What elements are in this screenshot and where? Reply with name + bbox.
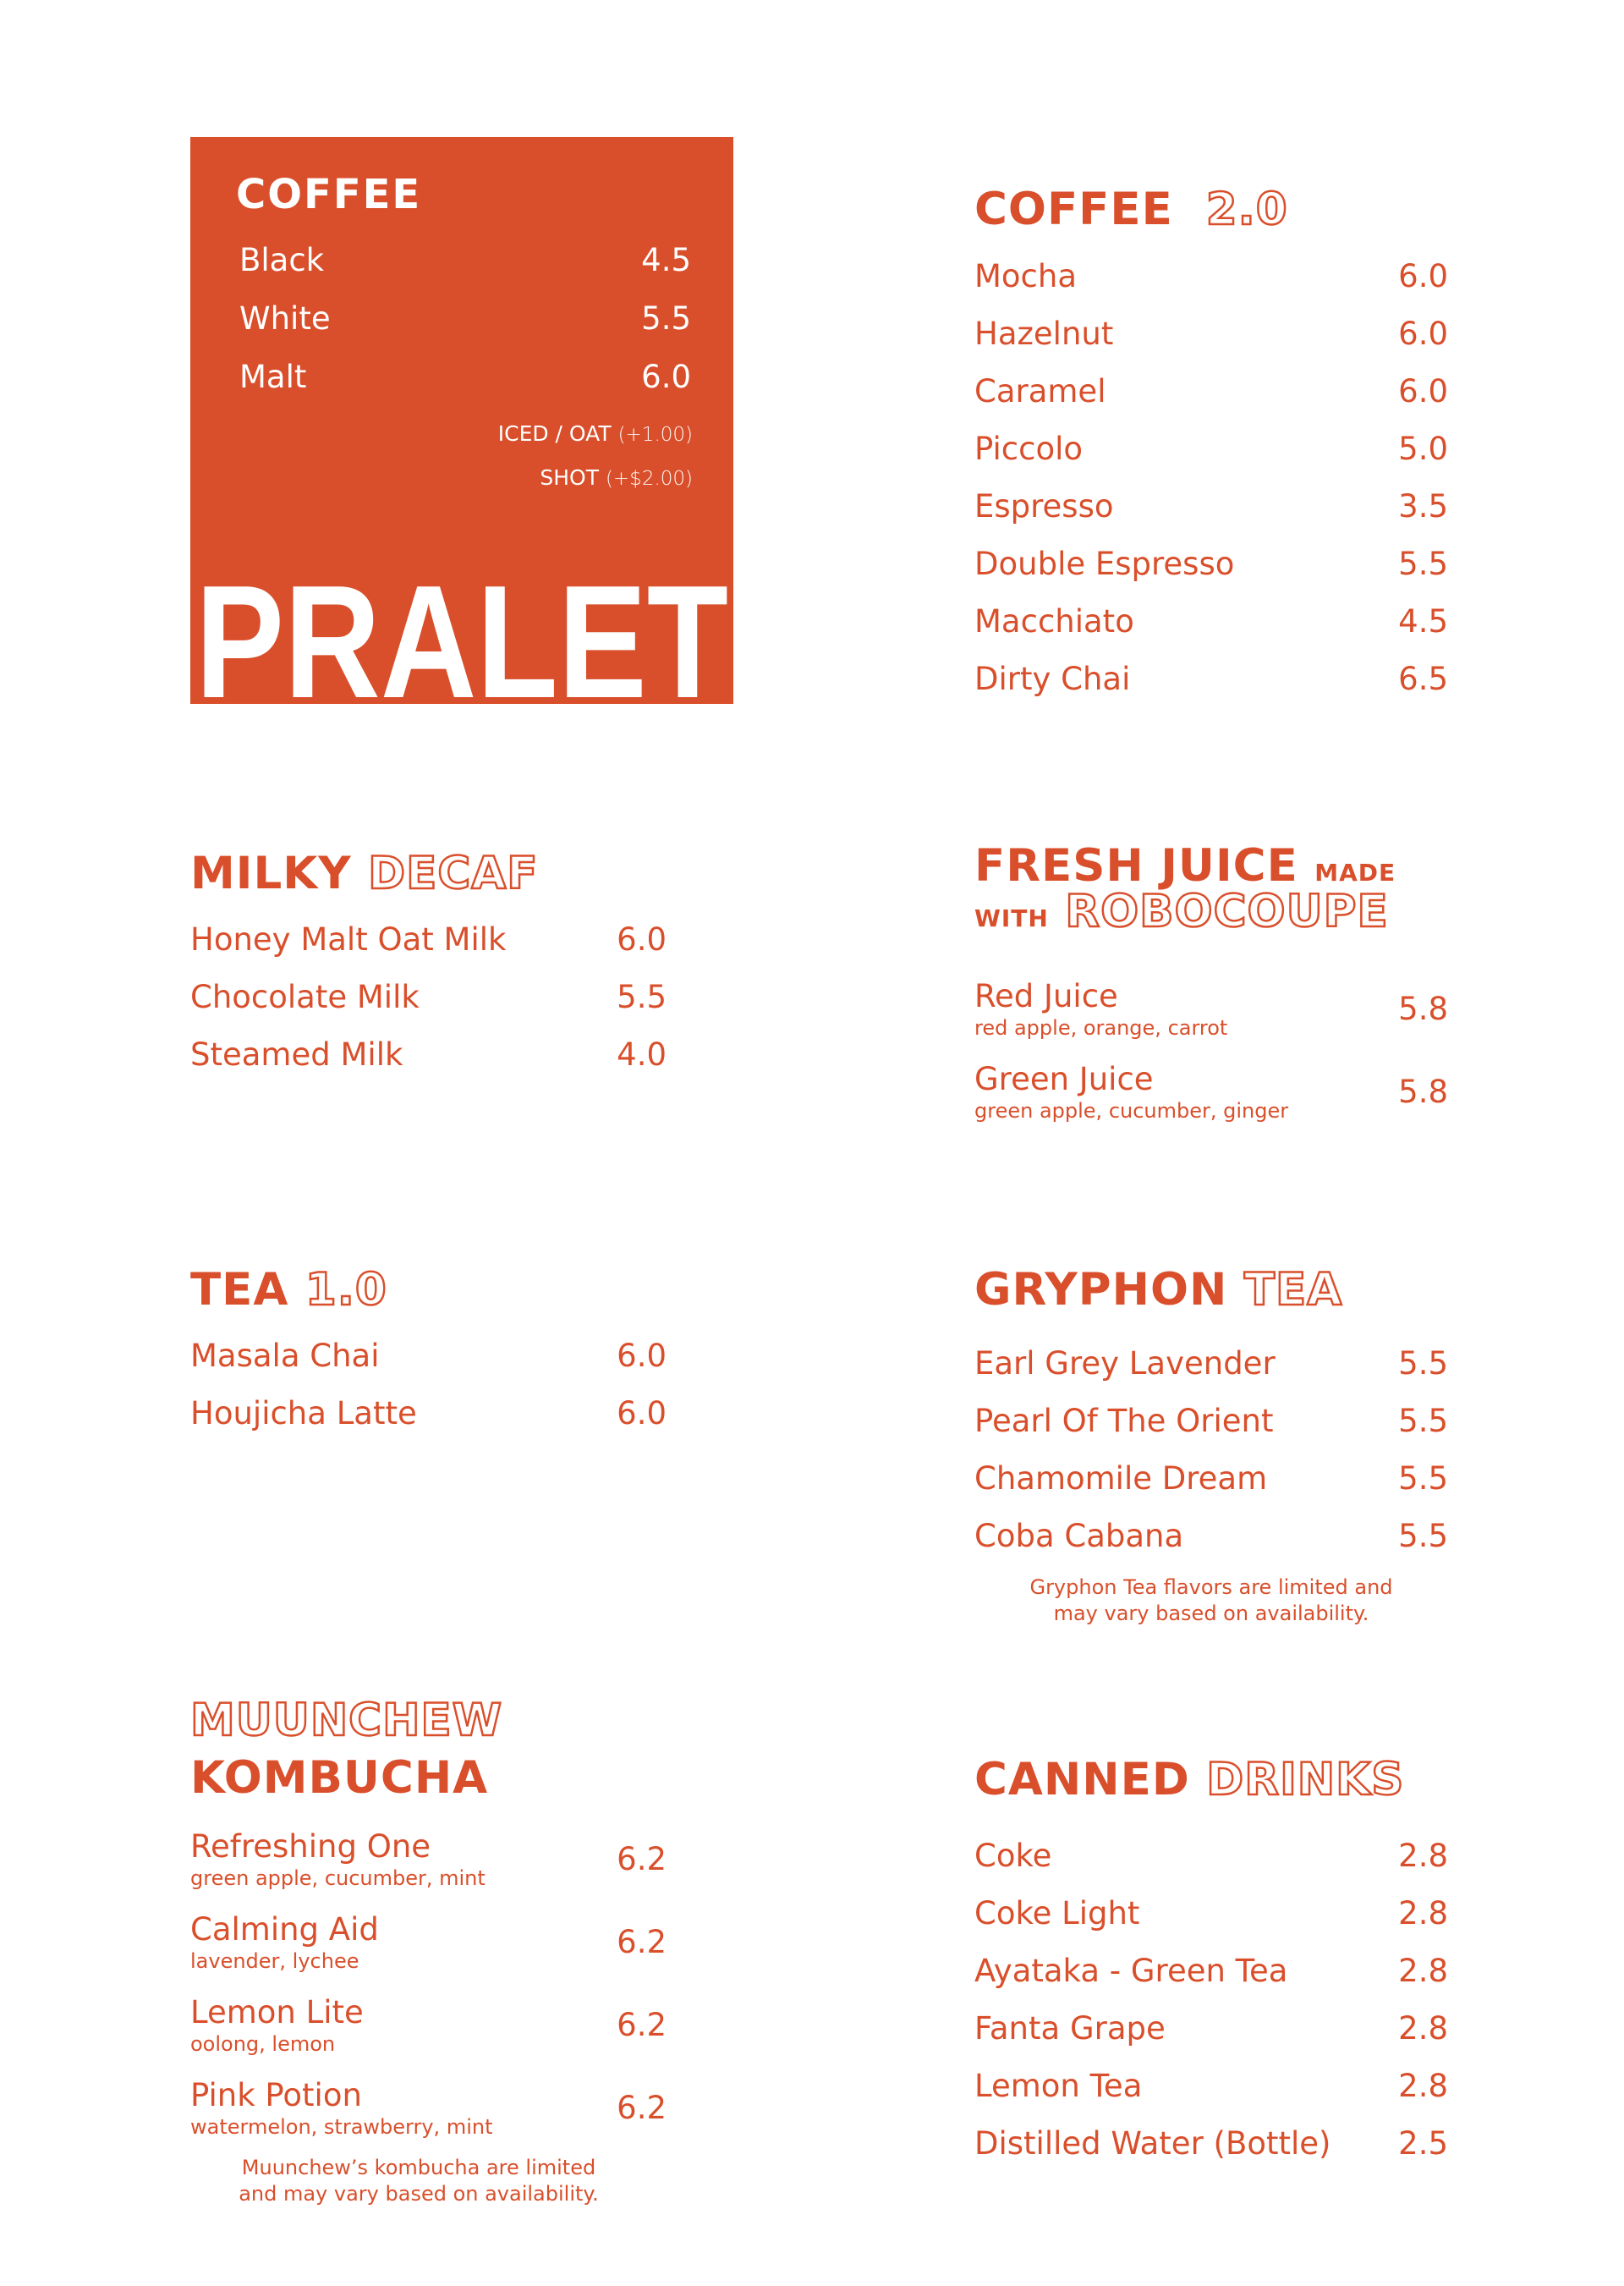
- menu-item-name: Honey Malt Oat Milk: [190, 921, 507, 958]
- heading-solid: COFFEE: [974, 184, 1173, 235]
- heading-outline: DRINKS: [1206, 1754, 1405, 1805]
- menu-item-price: 2.8: [1398, 2010, 1448, 2047]
- menu-item-name: Pearl Of The Orient: [974, 1403, 1274, 1439]
- brand-name: PRALET: [195, 552, 728, 732]
- menu-item-name: Chamomile Dream: [974, 1460, 1268, 1497]
- heading-outline: TEA: [1243, 1264, 1343, 1316]
- menu-item-price: 5.0: [1398, 431, 1448, 467]
- heading-solid: KOMBUCHA: [190, 1752, 489, 1804]
- section-heading-muunchew: [190, 1695, 502, 1746]
- menu-item-name: Refreshing One: [190, 1828, 431, 1865]
- menu-item-price: 6.2: [617, 1841, 667, 1877]
- menu-item-price: 6.2: [617, 1924, 667, 1960]
- menu-item-price: 5.5: [1398, 1345, 1448, 1382]
- menu-item-name: Coke Light: [974, 1895, 1140, 1932]
- menu-item-name: Hazelnut: [974, 316, 1114, 352]
- note-line: Gryphon Tea flavors are limited and: [1029, 1575, 1393, 1599]
- menu-item-description: green apple, cucumber, mint: [190, 1866, 486, 1890]
- heading-solid: FRESH JUICE: [974, 840, 1298, 892]
- section-heading-tea-1: [190, 1265, 387, 1316]
- section-heading-milky-decaf: [190, 849, 538, 899]
- menu-item-price: 3.5: [1398, 488, 1448, 525]
- heading-outline: DECAF: [368, 848, 539, 899]
- menu-item-price: 5.5: [1398, 1518, 1448, 1554]
- menu-item-name: Fanta Grape: [974, 2010, 1166, 2047]
- heading-outline: ROBOCOUPE: [1065, 886, 1389, 937]
- menu-item-name: Distilled Water (Bottle): [974, 2125, 1331, 2162]
- menu-item-price: 2.5: [1398, 2125, 1448, 2162]
- section-heading-kombucha: [190, 1753, 488, 1804]
- menu-item-description: watermelon, strawberry, mint: [190, 2115, 493, 2139]
- heading-solid: MILKY: [190, 848, 352, 899]
- menu-item-description: lavender, lychee: [190, 1949, 359, 1973]
- menu-item-name: Coba Cabana: [974, 1518, 1184, 1554]
- menu-item-price: 4.5: [1398, 603, 1448, 640]
- menu-item-price: 6.0: [617, 1338, 667, 1374]
- note-line: and may vary based on availability.: [239, 2182, 599, 2206]
- menu-item-name: Steamed Milk: [190, 1036, 403, 1073]
- addon-iced-oat: [498, 421, 693, 446]
- menu-item-price: 6.0: [1398, 373, 1448, 409]
- item-name: Black: [239, 242, 325, 278]
- menu-item-name: Espresso: [974, 488, 1114, 525]
- addon-label: ICED / OAT: [497, 421, 612, 446]
- addon-shot: [540, 465, 693, 490]
- item-name: Malt: [239, 359, 307, 395]
- menu-item-black: [239, 242, 691, 278]
- menu-item-price: 6.0: [1398, 258, 1448, 294]
- menu-item-name: Double Espresso: [974, 546, 1235, 582]
- heading-solid: GRYPHON: [974, 1264, 1228, 1316]
- menu-item-description: oolong, lemon: [190, 2032, 336, 2056]
- menu-item-price: 5.5: [617, 979, 667, 1015]
- menu-item-price: 6.2: [617, 2090, 667, 2126]
- menu-item-name: Pink Potion: [190, 2077, 362, 2113]
- menu-item-name: Dirty Chai: [974, 661, 1131, 697]
- kombucha-availability-note: [190, 2155, 647, 2207]
- menu-item-price: 6.0: [617, 1395, 667, 1431]
- gryphon-availability-note: [974, 1574, 1448, 1627]
- menu-item-malt: [239, 359, 691, 395]
- menu-item-name: Caramel: [974, 373, 1106, 409]
- menu-item-name: Piccolo: [974, 431, 1084, 467]
- menu-item-price: 6.0: [617, 921, 667, 958]
- menu-item-name: Ayataka - Green Tea: [974, 1953, 1288, 1989]
- menu-item-price: 2.8: [1398, 2068, 1448, 2104]
- note-line: Muunchew’s kombucha are limited: [241, 2156, 596, 2179]
- section-heading-fresh-juice-line2: [974, 887, 1389, 944]
- addon-price: (+$2.00): [605, 468, 693, 490]
- heading-solid: CANNED: [974, 1754, 1190, 1805]
- note-line: may vary based on availability.: [1053, 1602, 1369, 1625]
- menu-item-price: 5.8: [1398, 1074, 1448, 1110]
- menu-item-white: [239, 300, 691, 337]
- menu-item-price: 6.0: [1398, 316, 1448, 352]
- coffee-card: [190, 137, 733, 563]
- menu-item-name: Lemon Lite: [190, 1994, 364, 2030]
- menu-item-description: red apple, orange, carrot: [974, 1016, 1228, 1040]
- coffee-heading: COFFEE: [236, 171, 422, 218]
- heading-outline: 1.0: [304, 1264, 387, 1316]
- menu-item-price: 6.2: [617, 2007, 667, 2043]
- menu-item-price: 5.5: [1398, 546, 1448, 582]
- item-name: White: [239, 300, 331, 337]
- heading-small: MADE: [1314, 859, 1396, 887]
- menu-item-name: Lemon Tea: [974, 2068, 1143, 2104]
- heading-small: WITH: [974, 904, 1049, 932]
- menu-item-name: Houjicha Latte: [190, 1395, 417, 1431]
- item-price: 5.5: [641, 300, 691, 337]
- section-heading-canned-drinks: [974, 1755, 1404, 1805]
- menu-item-name: Earl Grey Lavender: [974, 1345, 1276, 1382]
- menu-item-name: Masala Chai: [190, 1338, 380, 1374]
- brand-logo: [190, 547, 733, 732]
- menu-item-price: 4.0: [617, 1036, 667, 1073]
- menu-item-name: Chocolate Milk: [190, 979, 420, 1015]
- menu-item-name: Calming Aid: [190, 1911, 379, 1948]
- addon-label: SHOT: [540, 465, 599, 490]
- heading-solid: TEA: [190, 1264, 289, 1316]
- menu-item-price: 5.5: [1398, 1460, 1448, 1497]
- menu-item-price: 5.8: [1398, 991, 1448, 1027]
- addon-price: (+1.00): [617, 424, 693, 446]
- menu-item-price: 6.5: [1398, 661, 1448, 697]
- section-heading-gryphon-tea: [974, 1265, 1342, 1316]
- menu-item-price: 2.8: [1398, 1838, 1448, 1874]
- menu-item-price: 2.8: [1398, 1895, 1448, 1932]
- menu-item-price: 2.8: [1398, 1953, 1448, 1989]
- item-price: 6.0: [641, 359, 691, 395]
- menu-item-name: Red Juice: [974, 978, 1118, 1014]
- menu-item-name: Mocha: [974, 258, 1078, 294]
- section-heading-coffee-2: [974, 184, 1288, 235]
- heading-outline: MUUNCHEW: [190, 1695, 503, 1746]
- heading-outline: 2.0: [1205, 184, 1288, 235]
- menu-item-name: Macchiato: [974, 603, 1134, 640]
- item-price: 4.5: [641, 242, 691, 278]
- menu-item-description: green apple, cucumber, ginger: [974, 1099, 1289, 1123]
- brand-wordmark: [190, 547, 733, 732]
- menu-item-price: 5.5: [1398, 1403, 1448, 1439]
- menu-item-name: Green Juice: [974, 1061, 1154, 1097]
- menu-item-name: Coke: [974, 1838, 1052, 1874]
